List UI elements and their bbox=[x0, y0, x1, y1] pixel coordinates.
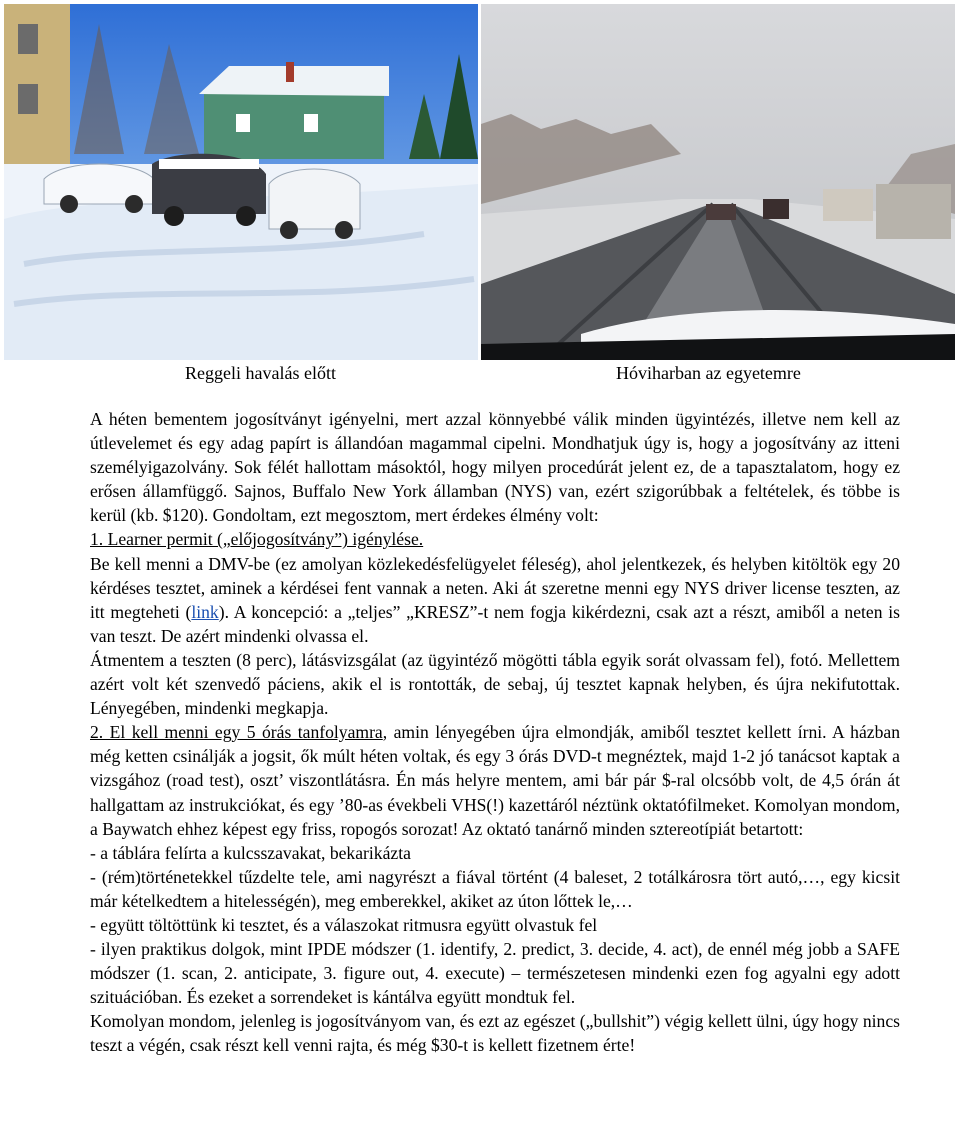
closing-paragraph: Komolyan mondom, jelenleg is jogosítványom van, és ezt az egészet („bullshit”) végig kellett ülni, úgy hogy nincs teszt a végén, csak részt kell venni rajta, és még $30-t is kellett fizetnem érte! bbox=[90, 1011, 900, 1056]
intro-paragraph: A héten bementem jogosítványt igényelni, mert azzal könnyebbé válik minden ügyintézés, illetve nem kell az útlevelemet és egy adag papírt is állandóan magammal cipelni. Mondhatjuk úgy is, hogy a jogosítvány az itteni személyigazolvány. Sok félét hallottam másoktól, hogy milyen procedúrát jelent ez, de a tapasztalatom, hogy ez erősen államfüggő. Sajnos, Buffalo New York államban (NYS) van, ezért szigorúbbak a feltételek, és többe is kerül (kb. $120). Gondoltam, ezt megosztom, mert érdekes élmény volt: bbox=[90, 409, 900, 526]
bullet-item: - ilyen praktikus dolgok, mint IPDE módszer (1. identify, 2. predict, 3. decide, 4. act), de ennél még jobb a SAFE módszer (1. scan, 2. anticipate, 3. figure out, 4. execute) – természetesen mindenki ezen fog agyalni egy adott szituációban. És ezeket a sorrendeket is kántálva együtt mondtuk fel. bbox=[90, 939, 900, 1008]
article-body bbox=[90, 407, 900, 1058]
bullet-item: - (rém)történetekkel tűzdelte tele, ami nagyrészt a fiával történt (4 baleset, 2 totálkárosra tört autó,…, egy kicsit már kételkedtem a hitelességén), meg emberekkel, akiket az úton lőttek le,… bbox=[90, 866, 900, 911]
bullet-item: - együtt töltöttünk ki tesztet, és a válaszokat ritmusra együtt olvastuk fel bbox=[90, 914, 598, 935]
step2-text: , amin lényegében újra elmondják, amiből tesztet kellett írni. A házban még ketten csinálják a jogsit, ők múlt héten voltak, és egy 3 órás DVD-t megnéztek, majd 1-2 jó tanácsot kaptak a vizsgához (road test), oszt’ viszontlátásra. Én más helyre mentem, ami bár pár $-ral olcsóbb volt, de 4,5 órán át hallgattam az instrukciókat, és egy ’80-as évekbeli VHS(!) kazettáról néztünk oktatófilmeket. Komolyan mondom, a Baywatch ehhez képest egy friss, ropogós sorozat! Az oktató tanárnő minden sztereotípiát betartott: bbox=[90, 722, 900, 839]
step1-text-after-link: ). A koncepció: a „teljes” „KRESZ”-t nem fogja kikérdezni, csak azt a részt, amiből a neten is van teszt. De azért mindenki olvassa el. bbox=[90, 601, 900, 646]
step2-heading: 2. El kell menni egy 5 órás tanfolyamra bbox=[90, 722, 383, 743]
test-link[interactable]: link bbox=[191, 601, 219, 622]
right-photo-caption: Hóviharban az egyetemre bbox=[616, 363, 801, 383]
snowy-highway-photo bbox=[481, 4, 955, 360]
snowy-parking-lot-photo bbox=[4, 4, 478, 360]
photo-row bbox=[4, 4, 955, 360]
left-photo-caption: Reggeli havalás előtt bbox=[185, 363, 336, 383]
bullet-item: - a táblára felírta a kulcsszavakat, bekarikázta bbox=[90, 842, 411, 863]
step1-followup-paragraph: Átmentem a teszten (8 perc), látásvizsgálat (az ügyintéző mögötti tábla egyik sorát olvassam fel), fotó. Mellettem azért volt két szenvedő páciens, akik el is rontották, de sebaj, új tesztet kapnak helyben, és újra nekifutottak. Lényegében, mindenki megkapja. bbox=[90, 649, 900, 719]
step1-text-before-link: Be kell menni a DMV-be (ez amolyan közlekedésfelügyelet féleség), ahol jelentkezek, és helyben kitöltök egy 20 kérdéses tesztet, aminek a kérdései fent vannak a neten. Aki át szeretne menni egy NYS driver license teszten, az itt megteheti ( bbox=[90, 553, 900, 622]
step1-heading: 1. Learner permit („előjogosítvány”) igénylése. bbox=[90, 529, 424, 550]
step2-paragraph bbox=[90, 720, 900, 840]
step1-paragraph bbox=[90, 552, 900, 648]
